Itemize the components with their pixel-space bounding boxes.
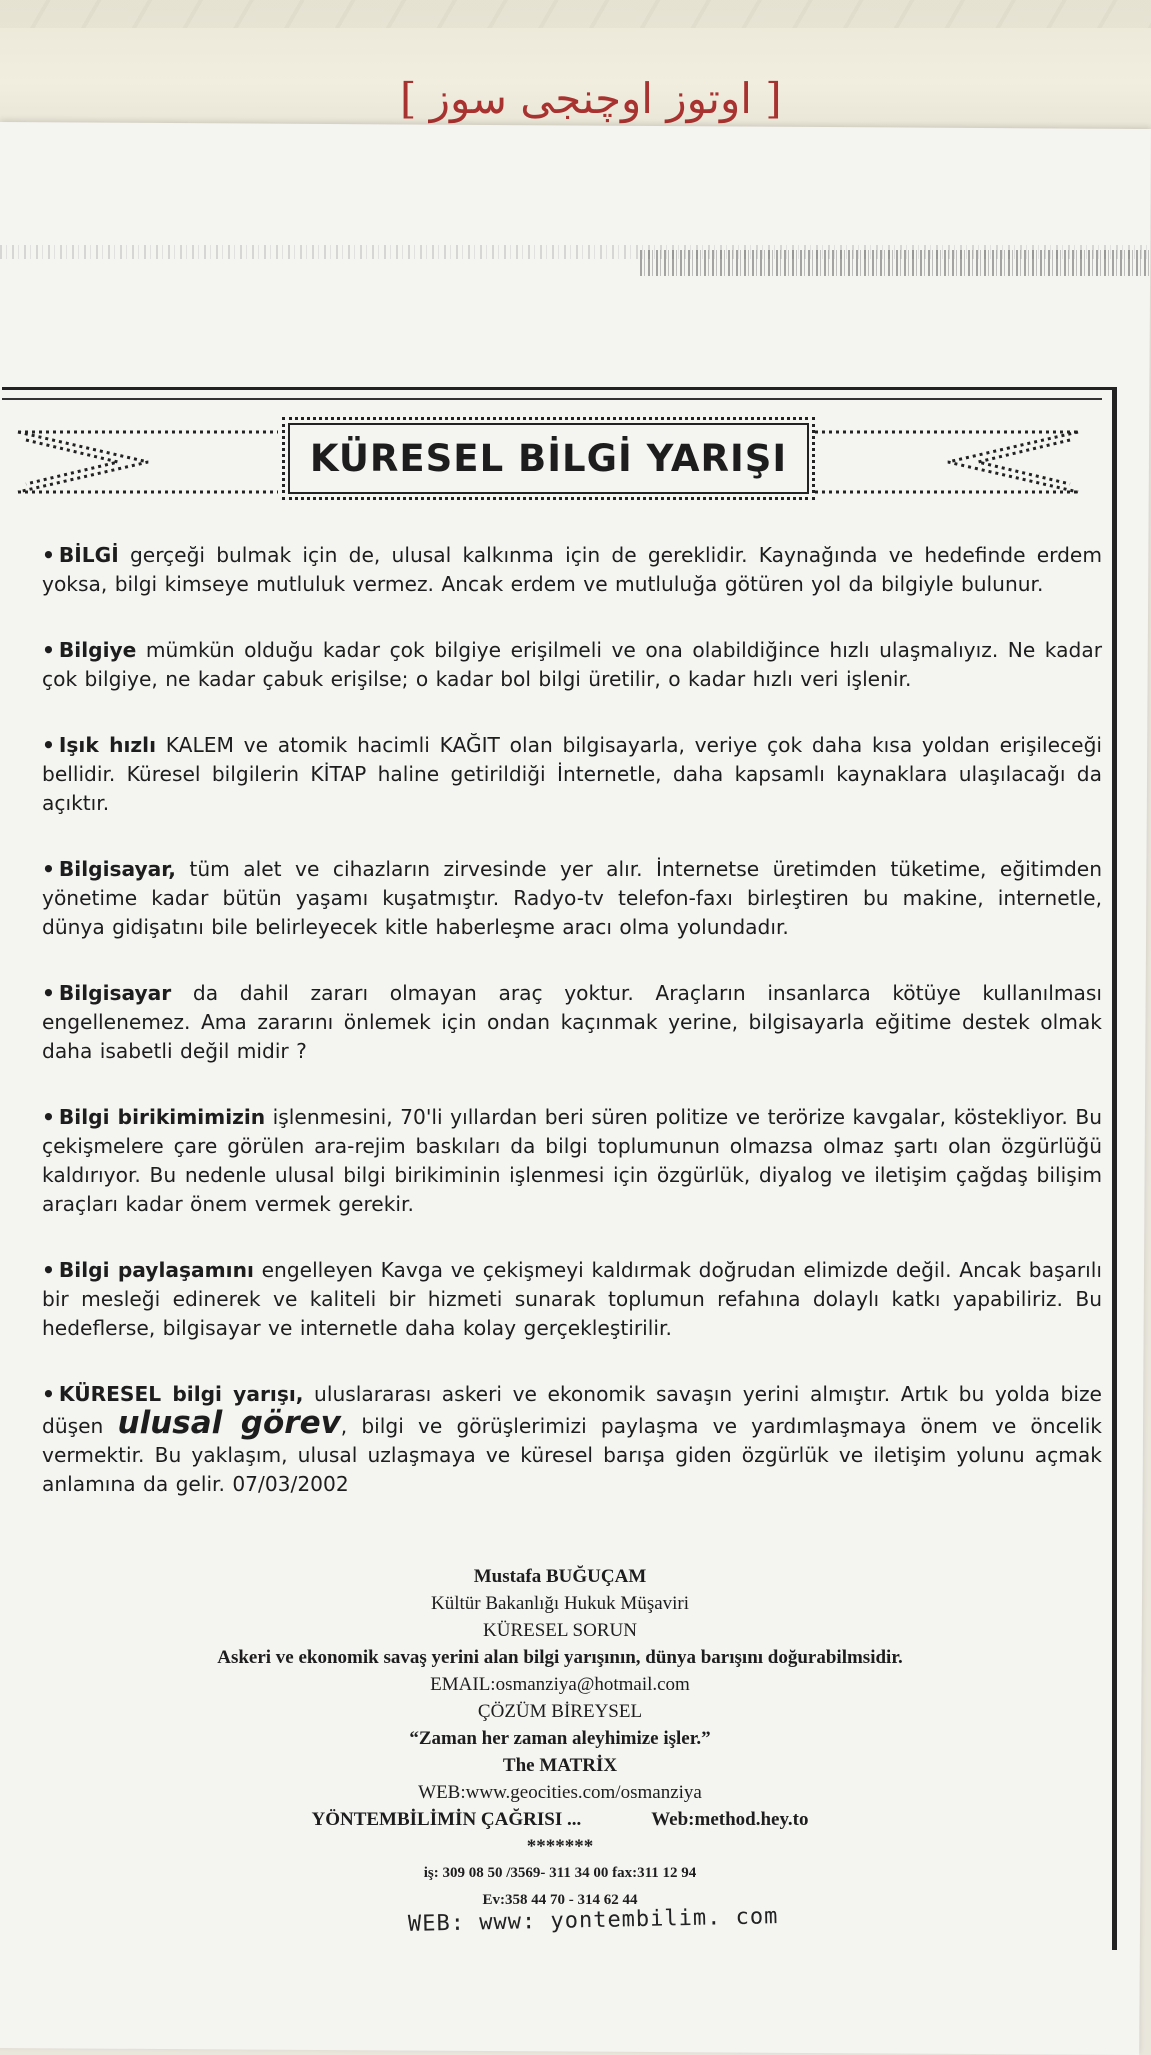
paragraph-text: gerçeği bulmak için de, ulusal kalkınma için de gereklidir. Kaynağında ve hedefinde erdem yoksa, bilgi kimseye mutluluk vermez. Ancak erdem ve mutluluğa götüren yol da bilgiyle bulunur.	[42, 543, 1102, 596]
paragraph	[42, 636, 1102, 694]
photocopy-noise-dark	[640, 250, 1151, 276]
paragraph-text: da dahil zararı olmayan araç yoktur. Araçların insanlarca kötüye kullanılması engellenemez. Ama zararını önlemek için ondan kaçınmak yerine, bilgisayarla eğitime destek olmak daha isabetli değil midir ?	[42, 981, 1102, 1063]
paragraph	[42, 731, 1102, 818]
author-name: Mustafa BUĞUÇAM	[473, 1566, 647, 1587]
bullet: •	[42, 1382, 55, 1406]
web-link[interactable]: WEB:www.geocities.com/osmanziya	[418, 1782, 702, 1803]
call-label: YÖNTEMBİLİMİN ÇAĞRISI ...	[311, 1809, 582, 1830]
author-role: Kültür Bakanlığı Hukuk Müşaviri	[430, 1593, 690, 1614]
matrix-label: The MATRİX	[502, 1755, 618, 1776]
title-box	[282, 417, 815, 500]
bullet: •	[42, 857, 55, 881]
method-web-link[interactable]: Web:method.hey.to	[651, 1809, 809, 1830]
email-link[interactable]: EMAIL:osmanziya@hotmail.com	[430, 1674, 690, 1695]
paragraph-text: KALEM ve atomik hacimli KAĞIT olan bilgisayarla, veriye çok daha kısa yoldan erişileceği bellidir. Küresel bilgilerin KİTAP haline getirildiği İnternetle, daha kapsamlı kaynaklara ulaşılacağı da açıktır.	[42, 733, 1102, 815]
solution-label: ÇÖZÜM BİREYSEL	[477, 1701, 643, 1722]
signature-block	[130, 1563, 990, 1914]
call-row	[130, 1806, 990, 1833]
bullet: •	[42, 981, 55, 1005]
paragraph-text: tüm alet ve cihazların zirvesinde yer alır. İnternetse üretimden tüketime, eğitimden yönetime kadar bütün yaşamı kuşatmıştır. Radyo-tv telefon-faxı birleştiren bu makine, internetle, dünya gidişatını bile belirleyecek kitle haberleşme aracı olma yolundadır.	[42, 857, 1102, 939]
statement: Askeri ve ekonomik savaş yerini alan bilgi yarışının, dünya barışını doğurabilmsidir.	[217, 1647, 903, 1668]
paragraph-lead: Bilgi birikimimizin	[58, 1105, 266, 1129]
page-title: KÜRESEL BİLGİ YARIŞI	[309, 437, 788, 480]
phone-work: iş: 309 08 50 /3569- 311 34 00 fax:311 12 94	[423, 1865, 697, 1881]
stars-divider: *******	[526, 1836, 594, 1857]
phone-home: Ev:358 44 70 - 314 62 44	[482, 1892, 638, 1908]
problem-label: KÜRESEL SORUN	[483, 1620, 637, 1641]
paragraph-lead: Bilgisayar,	[58, 857, 176, 881]
bullet: •	[42, 638, 55, 662]
paragraph	[42, 541, 1102, 599]
bullet: •	[42, 733, 55, 757]
paragraph-text: uluslararası askeri ve ekonomik savaşın yerini almıştır. Artık bu yolda bize düşen	[42, 1382, 1102, 1438]
quote: “Zaman her zaman aleyhimize işler.”	[409, 1728, 711, 1749]
bullet: •	[42, 543, 55, 567]
paragraph-text: , bilgi ve görüşlerimizi paylaşma ve yardımlaşmaya önem ve öncelik vermektir. Bu yaklaşım, ulusal uzlaşmaya ve küresel barışa giden özgürlük ve iletişim yolunu açmak anlamına da gelir. 07/03/2002	[42, 1414, 1102, 1496]
paragraph-lead: Bilgisayar	[58, 981, 172, 1005]
paragraph	[42, 1103, 1102, 1219]
paragraph-text: mümkün olduğu kadar çok bilgiye erişilmeli ve ona olabildiğince hızlı ulaşmalıyız. Ne kadar çok bilgiye, ne kadar çabuk erişilse; o kadar bol bilgi üretilir, o kadar hızlı veri işlenir.	[42, 638, 1102, 691]
paragraph-lead: KÜRESEL bilgi yarışı,	[58, 1382, 304, 1406]
handwritten-heading: [ اوتوز اوچنجی سوز ]	[400, 74, 782, 123]
paragraph-text: engelleyen Kavga ve çekişmeyi kaldırmak doğrudan elimizde değil. Ancak başarılı bir mesleği edinerek ve kaliteli bir hizmeti sunarak toplumun refahına dolaylı katkı yapabiliriz. Bu hedeflerse, bilgisayar ve internetle daha kolay gerçekleştirilir.	[42, 1258, 1102, 1340]
paragraph-text: işlenmesini, 70'li yıllardan beri süren politize ve terörize kavgalar, köstekliyor. Bu çekişmelere çare görülen ara-rejim baskıları da bilgi toplumunun olmazsa olmaz şartı olan özgürlüğü kaldırıyor. Bu nedenle ulusal bilgi birikiminin işlenmesi için özgürlük, diyalog ve iletişim çağdaş bilişim araçları kadar önem vermek gerekir.	[42, 1105, 1102, 1216]
paragraph	[42, 979, 1102, 1066]
paragraph	[42, 855, 1102, 942]
paragraph-lead: Bilgiye	[58, 638, 137, 662]
paragraph-lead: BİLGİ	[58, 543, 119, 567]
paragraph	[42, 1256, 1102, 1343]
paper-fold	[0, 0, 1151, 28]
article-body	[42, 541, 1102, 1536]
bullet: •	[42, 1258, 55, 1282]
paragraph-lead: Bilgi paylaşamını	[58, 1258, 254, 1282]
emphasis-ulusal-gorev: ulusal görev	[117, 1405, 341, 1441]
bullet: •	[42, 1105, 55, 1129]
paragraph-lead: Işık hızlı	[58, 733, 157, 757]
handwritten-web: WEB: www: yontembilim. com	[407, 1904, 779, 1937]
paragraph	[42, 1380, 1102, 1499]
